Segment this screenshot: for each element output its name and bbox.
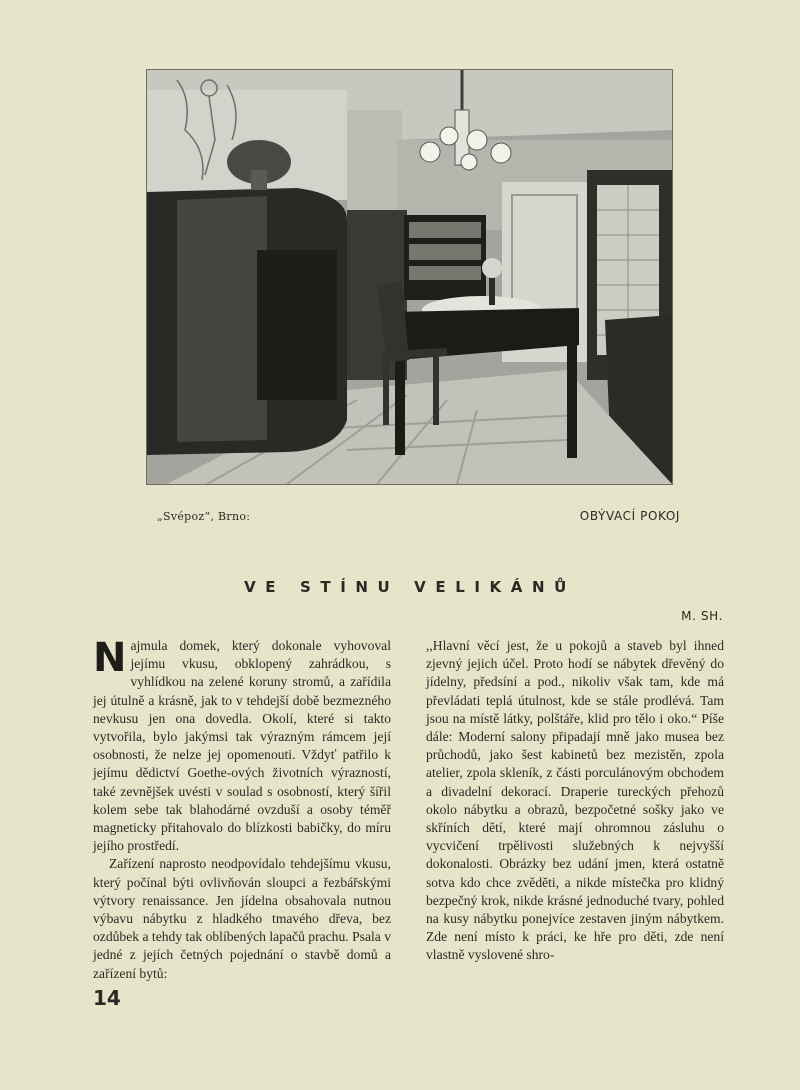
article-author: M. SH. bbox=[681, 609, 723, 623]
paragraph bbox=[93, 637, 391, 855]
page-number: 14 bbox=[93, 986, 121, 1010]
paragraph-text: ajmula domek, který dokonale vyhovoval jejímu vkusu, obklopený zahrádkou, s vyhlídkou na zelené koruny stromů, a zařídila jej útulně a krásně, jak to v tehdejší době bezmezného nevkusu jen ona dovedla. Okolí, které si takto vytvořila, bylo jakýmsi tak výrazným rámcem její osobnosti, že nelze jej opomenouti. Vždyť patřilo k jejímu dědictví Goethe-ových životních výrazností, také zevnějšek uvésti v soulad s osobností, který šířil kolem sebe tak blahodárné ovzduší a osoby téměř magneticky přitahovalo do blízkosti babičky, do míru jejího prostředí. bbox=[93, 638, 391, 854]
drop-cap: N bbox=[93, 635, 127, 681]
interior-photo-icon bbox=[147, 70, 672, 484]
paragraph: Zařízení naprosto neodpovídalo tehdejšímu vkusu, který počínal býti ovlivňován sloupci a řezbářskými výtvory renaissance. Jen jídelna obsahovala nutnou výbavu nábytku z hladkého tmavého dřeva, bez ozdůbek a tehdy tak oblíbených lapačů prachu. Psala v jedné z jejích četných pojednání o stavbě domů a zařízení bytů: bbox=[93, 856, 391, 981]
paragraph: ,,Hlavní věcí jest, že u pokojů a staveb byl ihned zjevný jejich účel. Proto hodí se nábytek dřevěný do jídelny, předsíní a pod., nikoliv však tam, kde má převládati teplá útulnost, kde se stále prodlévá. Tam jsou na místě látky, polštáře, klid pro tělo i oko.“ Píše dále: Moderní salony připadají mně jako musea bez průchodů, jako šest kabinetů bez mezistěn, zpola atelier, zpola skleník, z části porculánovým obchodem a divadelní dekorací. Draperie tureckých přehozů okolo nábytku a obrazů, bezpočetné sošky jako ve skříních dětí, které mají ohromnou zásluhu o vycvičení trpělivosti služebných k nejvyšší dokonalosti. Obrázky bez udání jmen, která ostatně sotva kdo chce zvěděti, a nikde místečka pro klidný bezpečný krok, nikde krásné jednoduché tvary, pohled na kusy nábytku ponejvíce zestaven jiným nábytkem. Zde není místo k práci, ke hře pro děti, zde není vlastně vyslovené shro- bbox=[426, 638, 724, 963]
text-column-right bbox=[426, 637, 724, 965]
article-title: VE STÍNU VELIKÁNŮ bbox=[244, 578, 576, 596]
text-column-left bbox=[93, 637, 391, 983]
photo-credit: „Svépoz“, Brno: bbox=[157, 510, 251, 523]
photo-caption: OBÝVACÍ POKOJ bbox=[579, 509, 680, 523]
interior-photo bbox=[147, 70, 672, 484]
